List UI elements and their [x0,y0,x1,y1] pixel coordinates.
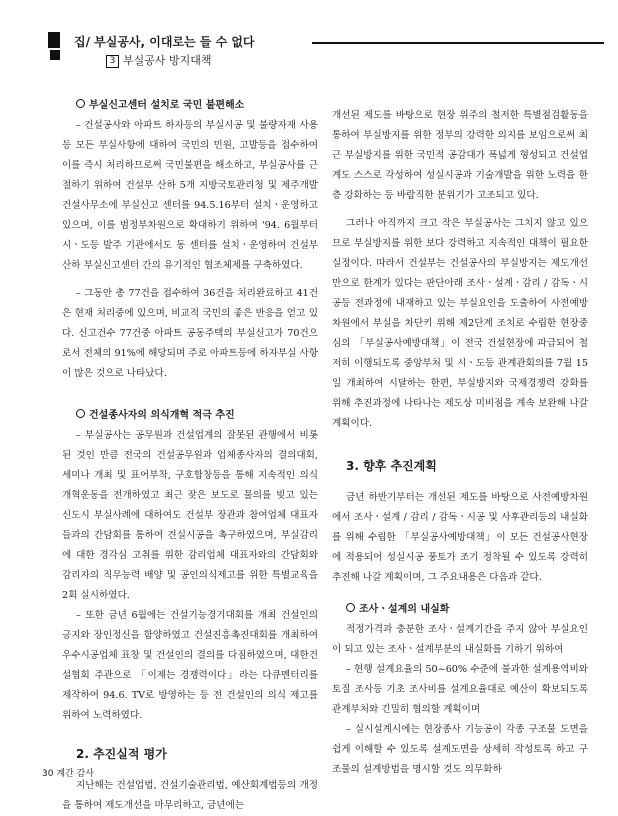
paragraph: 지난해는 건설업법, 건설기술관리법, 예산회계법등의 개정을 통하여 제도개선을 마무리하고, 금년에는 [62,780,318,811]
section-heading [62,406,318,426]
section-heading-text: 조사ㆍ설계의 내실화 [359,604,450,615]
section-heading-text: 부실신고센터 설치로 국민 불편해소 [89,100,245,111]
paragraph: – 부실공사는 공무원과 건설업계의 잘못된 관행에서 비롯된 것인 만큼 전국의 건설공무원과 업체종사자의 결의대회, 세미나 개최 및 표어부착, 구호합창등을 통해 지속적인 의식개혁운동을 전개하였고 최근 잦은 보도로 물의를 빚고 있는 신도시 부실사례에 대하여도 건설부 장관과 참여업체 대표자들과의 간담회를 통하여 견실시공을 촉구하였으며, 부실감리에 대한 경각심 고취를 위한 감리업체 대표자와의 간담회와 감리자의 직무능력 배양 및 공인의식제고를 위한 특별교육을 2회 실시하였다. [62,430,318,601]
paragraph: – 실시설계시에는 현장종사 기능공이 각종 구조물 도면을 쉽게 이해할 수 있도록 설계도면을 상세히 작성토록 하고 구조물의 설계방법을 명시할 것도 의무화하 [332,724,588,775]
page-footer [42,766,94,779]
page-number: 30 [42,769,54,779]
circle-bullet-icon [346,603,355,612]
circle-bullet-icon [76,409,85,418]
paragraph: 적정가격과 충분한 조사ㆍ설계기간을 주지 않아 부실요인이 되고 있는 조사ㆍ설계부분의 내실화를 기하기 위하여 [332,624,588,655]
header-rule [312,42,604,44]
paragraph: 개선된 제도를 바탕으로 현장 위주의 철저한 특별점검활동을 통하여 부실방지를 위한 정부의 강력한 의지를 보임으로써 최근 부실방지를 위한 국민적 공감대가 폭넓게 형성되고 건설업계도 스스로 각성하여 성실시공과 기술개발을 위한 노력을 한층 강화하는 등 바람직한 분위기가 고조되고 있다. [332,110,588,201]
paragraph: 그러나 아직까지 크고 작은 부실공사는 그치지 않고 있으므로 부실방지를 위한 보다 강력하고 지속적인 대책이 필요한 실정이다. 따라서 건설부는 건설공사의 부실방지는 제도개선만으로 한계가 있다는 판단아래 조사ㆍ설계ㆍ감리 / 감독ㆍ시공등 전과정에 내재하고 있는 부실요인을 도출하여 사전예방차원에서 부실을 차단키 위해 제2단계 조치로 수립한 현장중심의 「부실공사예방대책」이 전국 건설현장에 파급되어 철저히 이행되도록 중앙부처 및 시ㆍ도등 관계관회의를 7월 15일 개최하여 시달하는 한편, 부실방지와 국제경쟁력 강화를 위해 추진과정에 나타나는 제도상 미비점을 계속 보완해 나갈 계획이다. [332,218,588,429]
feature-tag [44,32,64,62]
paragraph: – 또한 금년 6월에는 건설기능경기대회를 개최 건설인의 긍지와 장인정신을 함양하였고 건설진흥촉진대회를 개최하여 우수시공업체 표창 및 건설인의 결의를 다짐하였으며, 대한건설협회 주관으로 「이제는 경쟁력이다」라는 다큐멘터리를 제작하여 94.6. TV로 방영하는 등 전 건설인의 의식 제고를 위하여 노력하였다. [62,610,318,721]
section-heading [332,600,588,620]
right-column [332,106,588,780]
chapter-heading: 2. 추진실적 평가 [76,747,167,761]
section-heading [62,96,318,116]
paragraph: – 건설공사와 아파트 하자등의 부실시공 및 불량자재 사용등 모든 부실사항에 대하여 국민의 민원, 고발등을 접수하여 이를 즉시 처리하므로써 국민불편을 해소하고, 부실공사를 근절하기 위하여 건설부 산하 5개 지방국토관리청 및 제주개발 건설사무소에 부실신고 센터를 94.5.16부터 설치ㆍ운영하고 있으며, 이를 범정부차원으로 확대하기 위하여 '94. 6월부터 시ㆍ도등 발주 기관에서도 동 센터를 설치ㆍ운영하여 건설부 산하 부실신고센터 간의 유기적인 협조체제를 구축하였다. [62,120,318,271]
page-header [44,30,604,72]
header-subtitle-row [106,52,212,68]
chapter-heading: 3. 향후 추진계획 [346,459,437,473]
header-title: 집/ 부실공사, 이대로는 들 수 없다 [74,35,255,49]
publication-name: 계간 감사 [56,769,94,779]
paragraph: – 그동안 총 77건을 접수하여 36건을 처리완료하고 41건은 현재 처리중에 있으며, 비교적 국민의 좋은 반응을 얻고 있다. 신고건수 77건중 아파트 공동주택의 부실신고가 70건으로서 전체의 91%에 해당되며 주로 아파트등에 하자부실 사항이 많은 것으로 나타났다. [62,288,318,379]
paragraph: – 현행 설계요율의 50~60% 수준에 불과한 설계용역비와 토질 조사등 기초 조사비를 설계요율대로 예산이 확보되도록 관계부처와 긴밀히 협의할 계획이며 [332,664,588,715]
section-heading-text: 건설종사자의 의식개혁 적극 추진 [89,410,235,421]
tag-block-icon [48,32,60,48]
circle-bullet-icon [76,99,85,108]
left-column [62,96,318,816]
tag-block-icon [50,50,60,60]
subtitle-number: 3 [106,55,119,68]
paragraph: 금년 하반기부터는 개선된 제도를 바탕으로 사전예방차원에서 조사ㆍ설계 / 감리 / 감독ㆍ시공 및 사후관리등의 내실화를 위해 수립한 「부실공사예방대책」이 모든 건설공사현장에 적용되어 성실시공 풍토가 조기 정착될 수 있도록 강력히 추진해 나갈 계획이며, 그 주요내용은 다음과 같다. [332,492,588,583]
header-subtitle: 부실공사 방지대책 [123,54,212,67]
